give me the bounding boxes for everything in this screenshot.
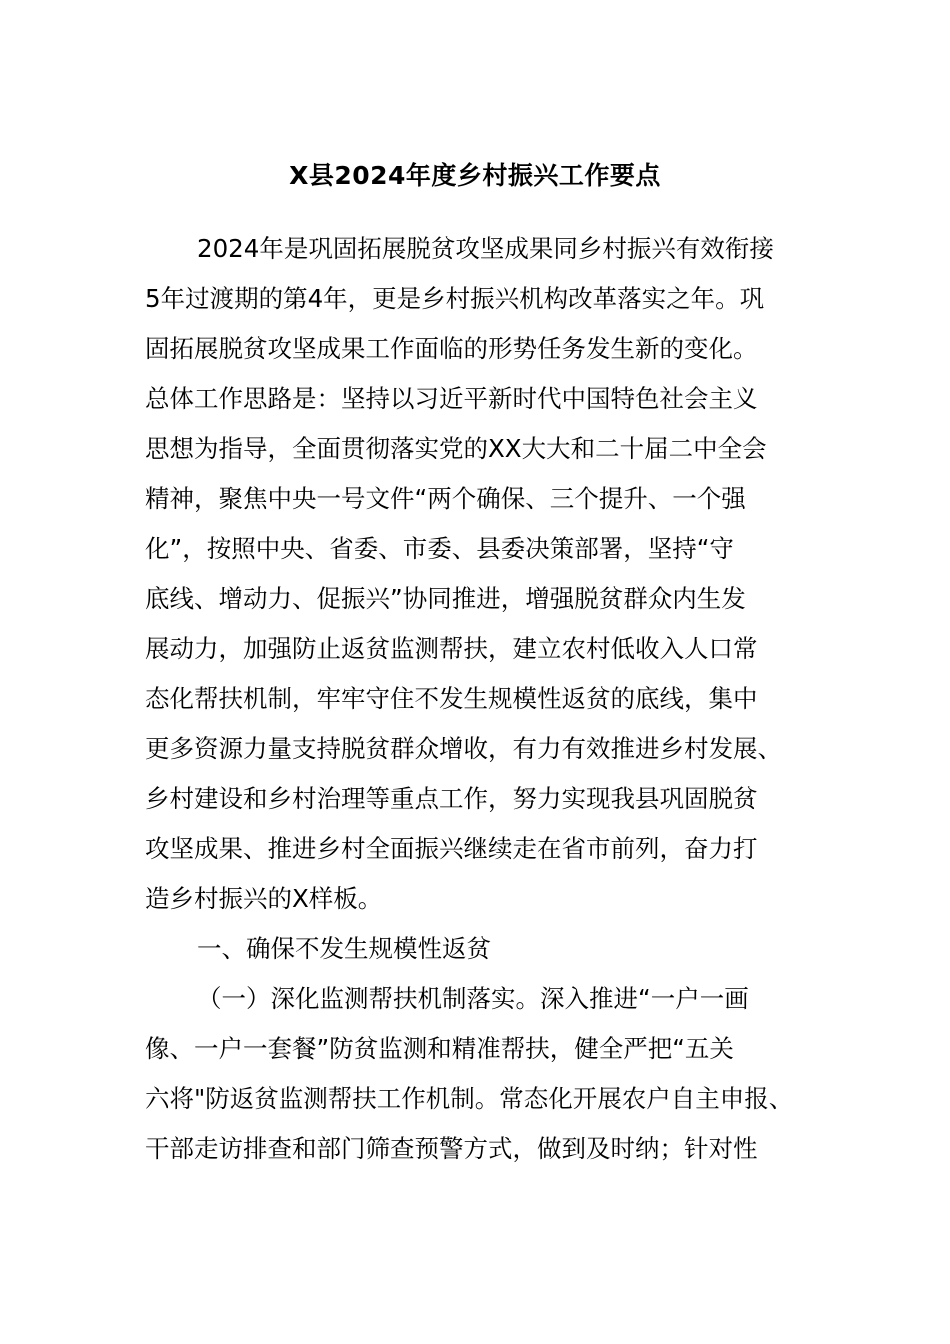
intro-paragraph [145, 224, 815, 924]
heading-1: 一、确保不发生规模性返贫 [197, 934, 491, 963]
paragraph-line: 2024年是巩固拓展脱贫攻坚成果同乡村振兴有效衔接 [197, 234, 774, 263]
paragraph-line: （一）深化监测帮扶机制落实。深入推进“一户一画 [197, 984, 749, 1013]
section-heading [145, 924, 815, 974]
paragraph-line: 化”，按照中央、省委、市委、县委决策部署，坚持“守 [145, 534, 734, 563]
document-title: X县2024年度乡村振兴工作要点 [289, 161, 661, 190]
section-paragraph [145, 974, 815, 1174]
paragraph-line: 六将"防返贫监测帮扶工作机制。常态化开展农户自主申报、 [145, 1084, 794, 1113]
paragraph-line: 展动力，加强防止返贫监测帮扶，建立农村低收入人口常 [145, 634, 758, 663]
paragraph-line: 态化帮扶机制，牢牢守住不发生规模性返贫的底线，集中 [145, 684, 758, 713]
paragraph-line: 总体工作思路是：坚持以习近平新时代中国特色社会主义 [145, 384, 758, 413]
paragraph-line: 攻坚成果、推进乡村全面振兴继续走在省市前列，奋力打 [145, 834, 758, 863]
paragraph-line: 固拓展脱贫攻坚成果工作面临的形势任务发生新的变化。 [145, 334, 758, 363]
paragraph-line: 思想为指导，全面贯彻落实党的XX大大和二十届二中全会 [145, 434, 767, 463]
paragraph-line: 精神，聚焦中央一号文件“两个确保、三个提升、一个强 [145, 484, 746, 513]
paragraph-line: 干部走访排查和部门筛查预警方式，做到及时纳；针对性 [145, 1134, 758, 1163]
paragraph-line: 底线、增动力、促振兴”协同推进，增强脱贫群众内生发 [145, 584, 746, 613]
paragraph-line: 像、一户一套餐”防贫监测和精准帮扶，健全严把“五关 [145, 1034, 734, 1063]
paragraph-line: 更多资源力量支持脱贫群众增收，有力有效推进乡村发展、 [145, 734, 782, 763]
paragraph-line: 乡村建设和乡村治理等重点工作，努力实现我县巩固脱贫 [145, 784, 758, 813]
paragraph-line: 5年过渡期的第4年，更是乡村振兴机构改革落实之年。巩 [145, 284, 765, 313]
paragraph-line: 造乡村振兴的X样板。 [145, 884, 383, 913]
